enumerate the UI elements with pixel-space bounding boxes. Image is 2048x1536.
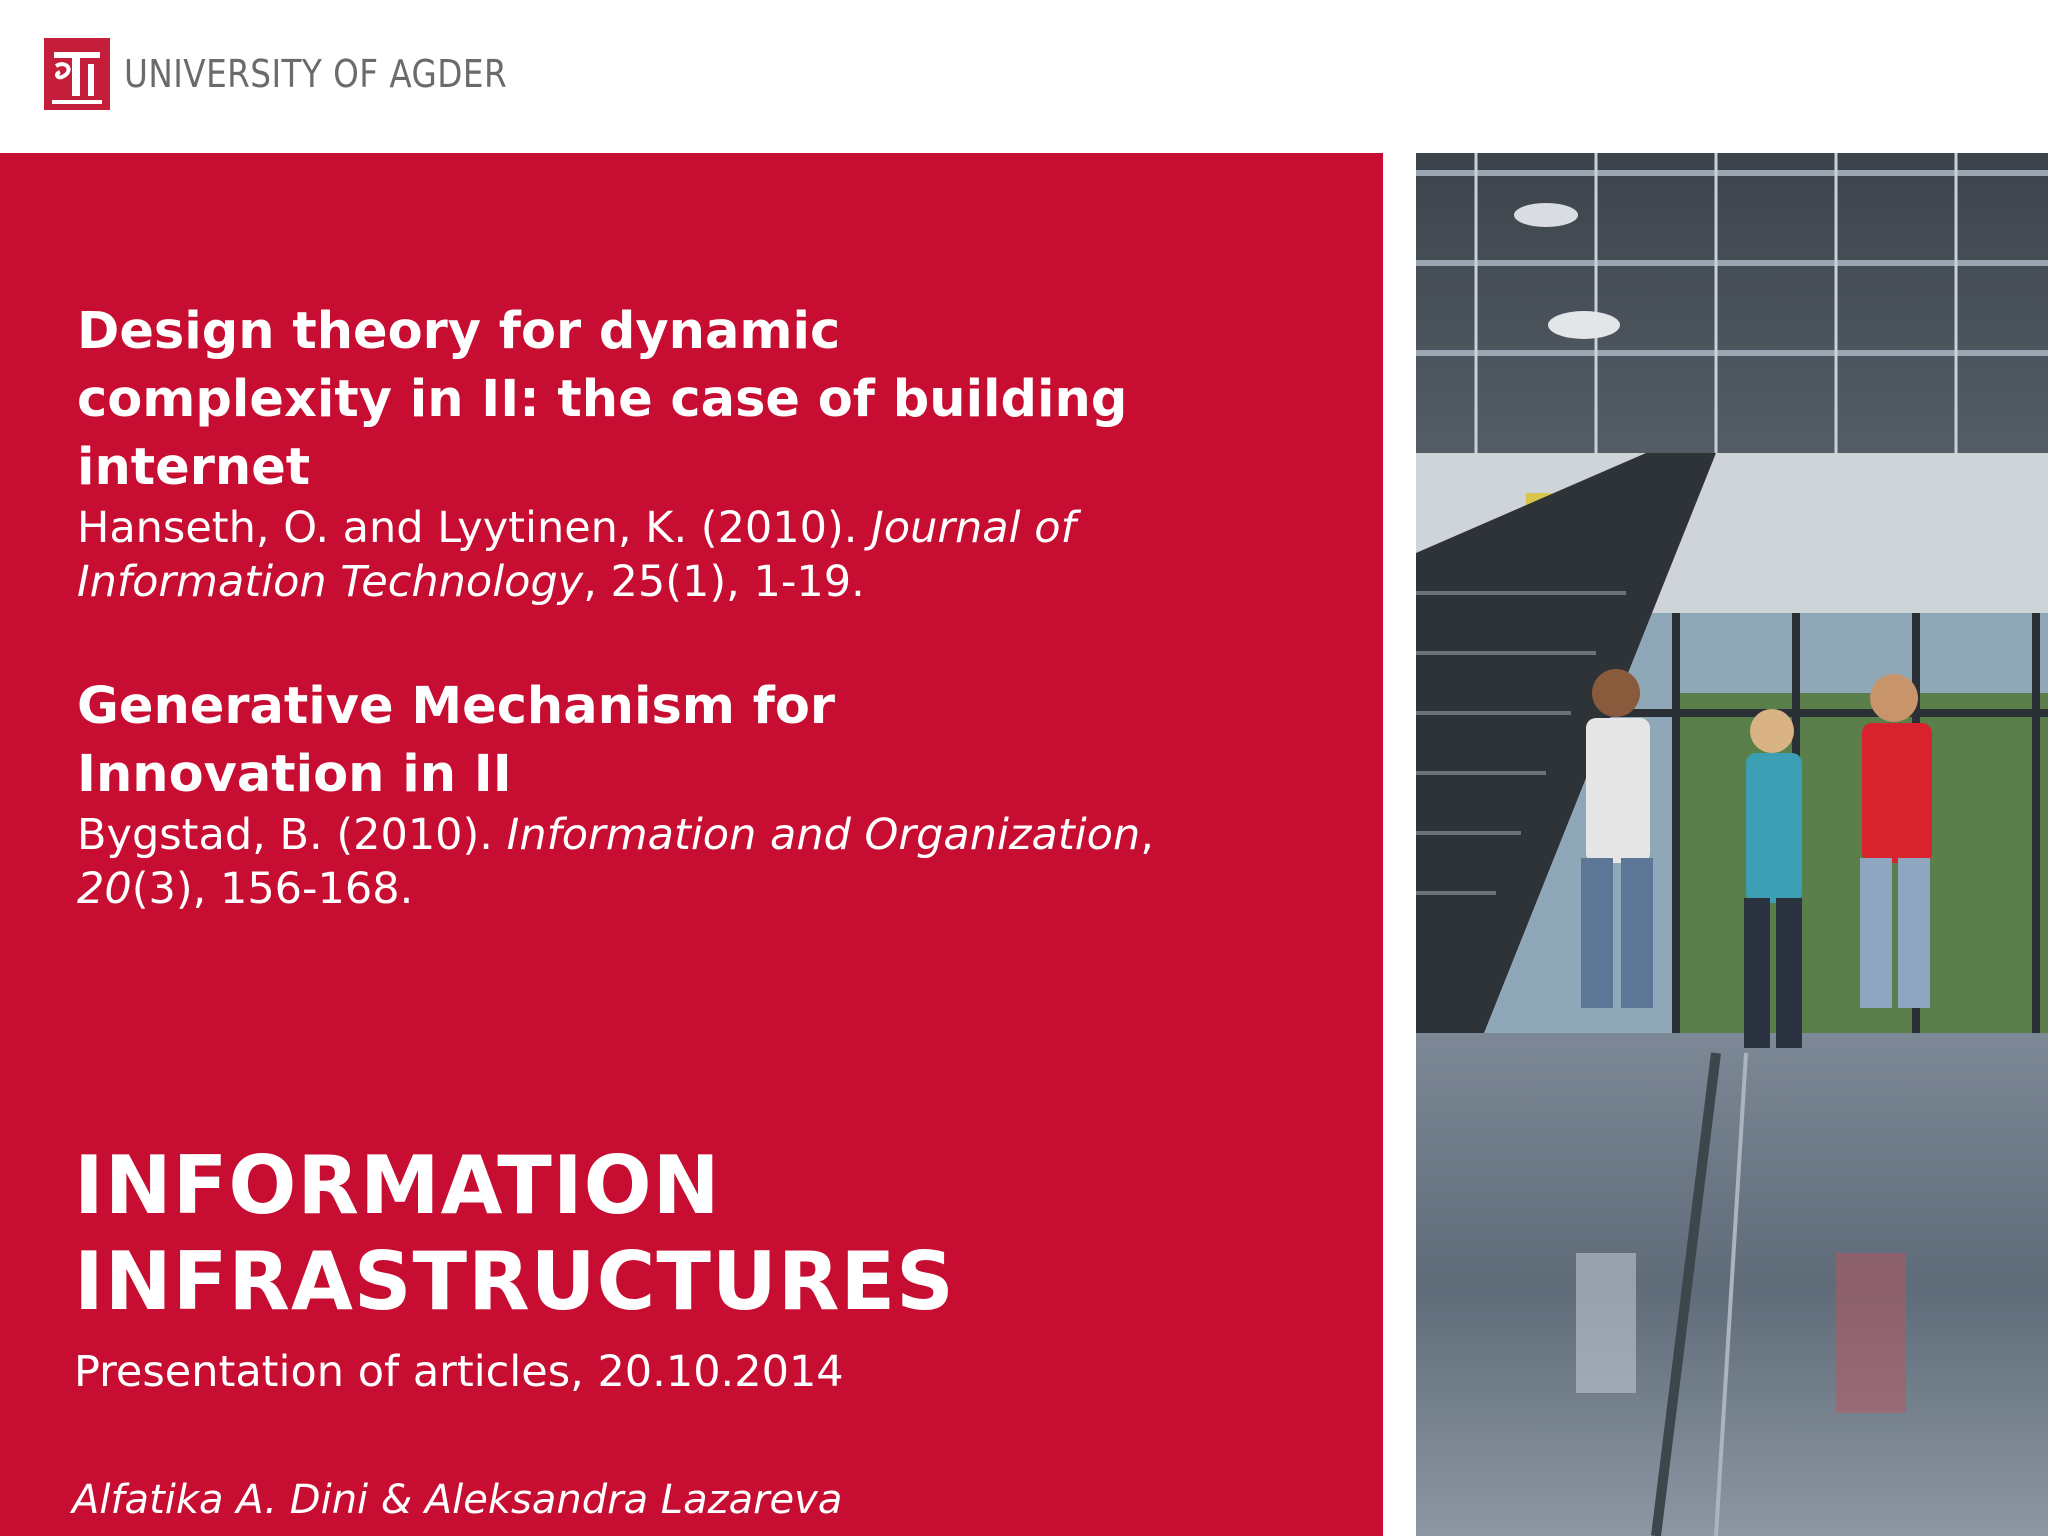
- article-2-title-line-1: Generative Mechanism for: [77, 677, 836, 736]
- article-2-citation-comma: ,: [1140, 810, 1154, 860]
- university-logo-text: UNIVERSITY OF AGDER: [124, 52, 508, 96]
- article-2-title-line-2: Innovation in II: [77, 745, 512, 804]
- article-2-citation-authors: Bygstad, B. (2010).: [77, 810, 493, 860]
- university-logo[interactable]: [44, 38, 569, 110]
- article-1-citation: [77, 501, 1357, 609]
- main-title-line-1: INFORMATION: [74, 1139, 721, 1232]
- article-2-citation: [77, 808, 1357, 916]
- article-1-title-line-3: internet: [77, 438, 311, 497]
- subtitle: Presentation of articles, 20.10.2014: [74, 1347, 844, 1397]
- article-1-title: [77, 298, 1357, 502]
- article-1-title-line-2: complexity in II: the case of building: [77, 370, 1128, 429]
- main-title: [74, 1138, 955, 1330]
- article-2-citation-journal: Information and Organization: [506, 810, 1141, 860]
- authors: Alfatika A. Dini & Aleksandra Lazareva: [72, 1477, 843, 1523]
- header: [0, 0, 2048, 152]
- main-title-line-2: INFRASTRUCTURES: [74, 1235, 955, 1328]
- article-2-citation-volume: 20: [77, 864, 132, 914]
- article-1-citation-authors: Hanseth, O. and Lyytinen, K. (2010).: [77, 503, 858, 553]
- article-2-title: [77, 673, 1357, 809]
- photo-illustration: [1416, 153, 2048, 1536]
- article-1-citation-rest: , 25(1), 1-19.: [583, 557, 865, 607]
- article-1-citation-journal-a: Journal of: [871, 503, 1076, 553]
- students-walking-photo: [1416, 153, 2048, 1536]
- university-logo-icon: [44, 38, 110, 110]
- article-2-citation-rest: (3), 156-168.: [131, 864, 414, 914]
- title-panel: [0, 153, 1383, 1536]
- article-1-title-line-1: Design theory for dynamic: [77, 302, 841, 361]
- article-1-citation-journal-b: Information Technology: [77, 557, 584, 607]
